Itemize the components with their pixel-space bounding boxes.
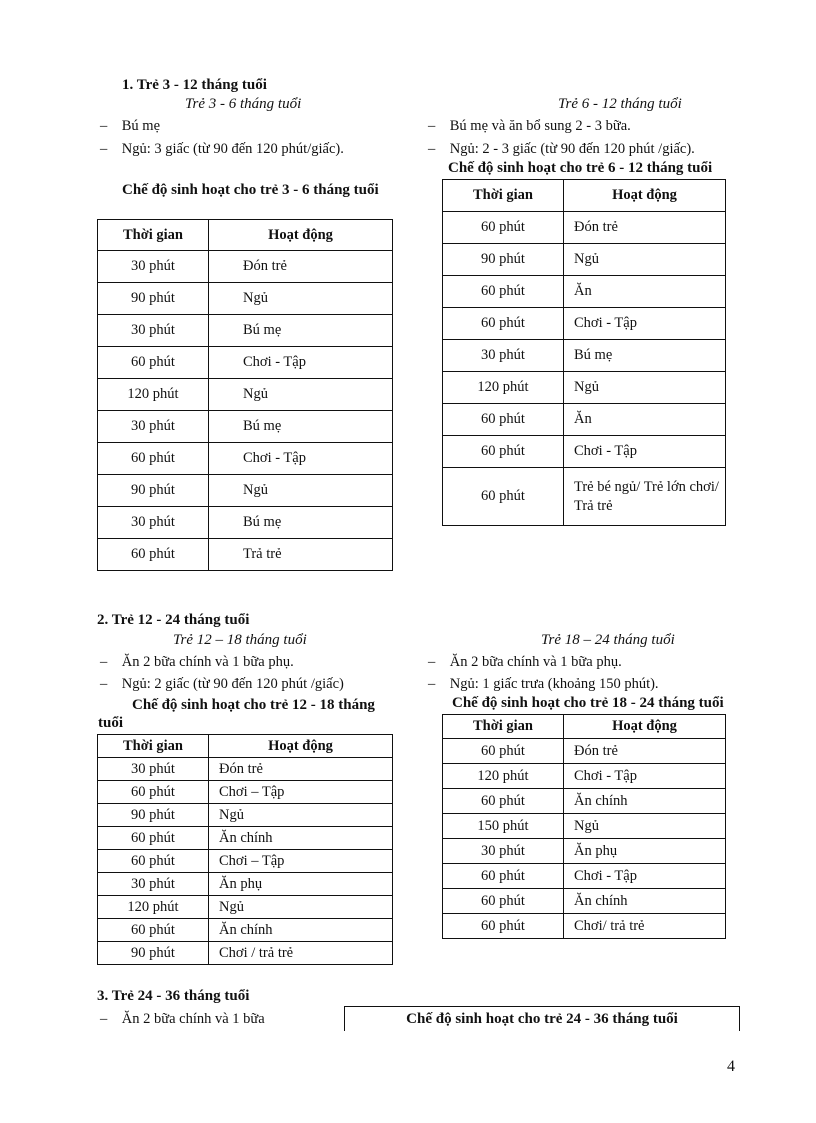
cell-activity: Ăn phụ [564,839,726,864]
table-row [443,914,726,939]
cell-activity: Ngủ [209,804,393,827]
table-row [443,308,726,340]
cell-time: 60 phút [443,864,564,889]
cell-time: 60 phút [443,212,564,244]
cell-activity: Ngủ [209,379,393,411]
cell-time: 60 phút [98,347,209,379]
col-header-time: Thời gian [443,715,564,739]
cell-time: 120 phút [443,372,564,404]
s1-left-subtitle: Trẻ 3 - 6 tháng tuổi [185,96,302,112]
cell-time: 30 phút [98,251,209,283]
col-header-time: Thời gian [98,735,209,758]
table-row [443,244,726,276]
table-row [443,839,726,864]
bullet-dash: – [100,676,108,692]
bullet-text: Ngủ: 1 giấc trưa (khoảng 150 phút). [449,676,659,692]
cell-time: 90 phút [98,283,209,315]
cell-time: 60 phút [443,276,564,308]
s1-right-subtitle: Trẻ 6 - 12 tháng tuổi [558,96,682,112]
table-row [443,372,726,404]
table-row [443,889,726,914]
cell-activity: Trẻ bé ngủ/ Trẻ lớn chơi/ Trả trẻ [564,468,726,526]
section-3-heading: 3. Trẻ 24 - 36 tháng tuổi [97,988,250,1004]
cell-time: 30 phút [98,873,209,896]
table-row [98,942,393,965]
page-number: 4 [727,1058,735,1075]
s2-left-bullet [100,654,294,671]
cell-activity: Bú mẹ [209,411,393,443]
table-row [98,443,393,475]
cell-time: 60 phút [98,781,209,804]
cell-time: 60 phút [98,443,209,475]
bullet-dash: – [100,654,108,670]
table-row [443,276,726,308]
section-2-heading: 2. Trẻ 12 - 24 tháng tuổi [97,612,250,628]
cell-time: 60 phút [443,436,564,468]
table-row [98,507,393,539]
table-row [443,764,726,789]
bullet-dash: – [428,676,436,692]
cell-time: 60 phút [98,539,209,571]
cell-activity: Chơi - Tập [209,347,393,379]
s3-table-title: Chế độ sinh hoạt cho trẻ 24 - 36 tháng tuổi [406,1011,678,1027]
table-row [443,436,726,468]
cell-time: 60 phút [443,404,564,436]
cell-time: 60 phút [98,827,209,850]
cell-activity: Chơi - Tập [564,436,726,468]
cell-time: 30 phút [98,507,209,539]
s2-right-bullet [428,654,622,671]
table-row [98,411,393,443]
bullet-dash: – [428,118,436,134]
table-row [443,789,726,814]
bullet-text: Ngủ: 2 - 3 giấc (từ 90 đến 120 phút /giấc). [449,141,695,157]
cell-activity: Bú mẹ [564,340,726,372]
table-row [98,475,393,507]
s2-left-subtitle: Trẻ 12 – 18 tháng tuổi [173,632,307,648]
cell-time: 60 phút [443,789,564,814]
cell-time: 120 phút [443,764,564,789]
col-header-activity: Hoạt động [209,735,393,758]
s1-left-table-title: Chế độ sinh hoạt cho trẻ 3 - 6 tháng tuổi [122,182,379,198]
col-header-activity: Hoạt động [564,180,726,212]
cell-time: 90 phút [443,244,564,276]
table-row [443,814,726,839]
col-header-activity: Hoạt động [564,715,726,739]
cell-activity: Ăn phụ [209,873,393,896]
s3-bullet [100,1011,265,1028]
cell-time: 120 phút [98,896,209,919]
cell-time: 60 phút [443,739,564,764]
cell-time: 60 phút [443,889,564,914]
cell-activity: Chơi – Tập [209,781,393,804]
s2-left-table-title: Chế độ sinh hoạt cho trẻ 12 - 18 tháng tuổi [98,697,375,731]
s2-right-subtitle: Trẻ 18 – 24 tháng tuổi [541,632,675,648]
cell-time: 30 phút [98,411,209,443]
s2-left-bullet [100,676,344,693]
cell-activity: Chơi/ trả trẻ [564,914,726,939]
table-row [98,315,393,347]
bullet-text: Ngủ: 3 giấc (từ 90 đến 120 phút/giấc). [121,141,344,157]
cell-activity: Ngủ [209,283,393,315]
s1-left-bullet [100,141,344,158]
table-row [98,283,393,315]
cell-activity: Bú mẹ [209,507,393,539]
cell-time: 60 phút [98,850,209,873]
cell-activity: Ăn chính [209,919,393,942]
col-header-activity: Hoạt động [209,220,393,251]
bullet-dash: – [100,118,108,134]
cell-time: 30 phút [443,839,564,864]
table-row [98,919,393,942]
cell-activity: Chơi - Tập [564,764,726,789]
s1-right-table-title: Chế độ sinh hoạt cho trẻ 6 - 12 tháng tuổi [448,160,713,176]
cell-activity: Ngủ [564,814,726,839]
cell-activity: Chơi / trả trẻ [209,942,393,965]
cell-activity: Ngủ [564,244,726,276]
table-row [443,468,726,526]
table-row [443,739,726,764]
cell-time: 90 phút [98,804,209,827]
bullet-text: Bú mẹ và ăn bổ sung 2 - 3 bữa. [449,118,631,134]
bullet-dash: – [428,141,436,157]
schedule-table-6-12 [442,179,726,526]
cell-time: 120 phút [98,379,209,411]
bullet-text: Ăn 2 bữa chính và 1 bữa [121,1011,265,1027]
cell-activity: Ngủ [564,372,726,404]
cell-time: 90 phút [98,475,209,507]
bullet-dash: – [100,1011,108,1027]
cell-activity: Ngủ [209,896,393,919]
bullet-dash: – [100,141,108,157]
cell-activity: Ngủ [209,475,393,507]
table-row [443,864,726,889]
cell-time: 60 phút [443,308,564,340]
cell-activity: Đón trẻ [564,212,726,244]
col-header-time: Thời gian [98,220,209,251]
cell-activity: Đón trẻ [564,739,726,764]
bullet-dash: – [428,654,436,670]
table-row [98,758,393,781]
table-row [443,340,726,372]
cell-time: 30 phút [443,340,564,372]
s2-right-table-title: Chế độ sinh hoạt cho trẻ 18 - 24 tháng tuổi [452,695,724,711]
cell-time: 30 phút [98,315,209,347]
cell-time: 60 phút [443,914,564,939]
bullet-text: Bú mẹ [121,118,161,134]
table-row [98,827,393,850]
s2-right-bullet [428,676,659,693]
cell-activity: Chơi - Tập [564,864,726,889]
s1-right-bullet [428,141,695,158]
col-header-time: Thời gian [443,180,564,212]
table-row [98,379,393,411]
schedule-table-12-18 [97,734,393,965]
s3-table-title-box [344,1006,740,1031]
table-row [98,873,393,896]
bullet-text: Ăn 2 bữa chính và 1 bữa phụ. [449,654,622,670]
table-row [98,781,393,804]
table-row [98,347,393,379]
table-row [98,896,393,919]
cell-activity: Chơi - Tập [209,443,393,475]
cell-activity: Ăn chính [564,789,726,814]
cell-activity: Đón trẻ [209,758,393,781]
cell-time: 150 phút [443,814,564,839]
schedule-table-3-6 [97,219,393,571]
table-row [98,251,393,283]
cell-activity: Ăn chính [209,827,393,850]
cell-activity: Ăn chính [564,889,726,914]
s1-right-bullet [428,118,631,135]
cell-activity: Chơi – Tập [209,850,393,873]
schedule-table-18-24 [442,714,726,939]
cell-time: 60 phút [98,919,209,942]
section-1-heading: 1. Trẻ 3 - 12 tháng tuổi [122,77,267,93]
cell-activity: Trả trẻ [209,539,393,571]
cell-time: 30 phút [98,758,209,781]
cell-activity: Bú mẹ [209,315,393,347]
table-row [98,539,393,571]
cell-time: 60 phút [443,468,564,526]
table-row [98,804,393,827]
s1-left-bullet [100,118,160,135]
cell-activity: Chơi - Tập [564,308,726,340]
cell-activity: Đón trẻ [209,251,393,283]
cell-activity: Ăn [564,404,726,436]
table-row [443,212,726,244]
cell-activity: Ăn [564,276,726,308]
table-row [98,850,393,873]
cell-time: 90 phút [98,942,209,965]
table-row [443,404,726,436]
bullet-text: Ngủ: 2 giấc (từ 90 đến 120 phút /giấc) [121,676,344,692]
bullet-text: Ăn 2 bữa chính và 1 bữa phụ. [121,654,294,670]
